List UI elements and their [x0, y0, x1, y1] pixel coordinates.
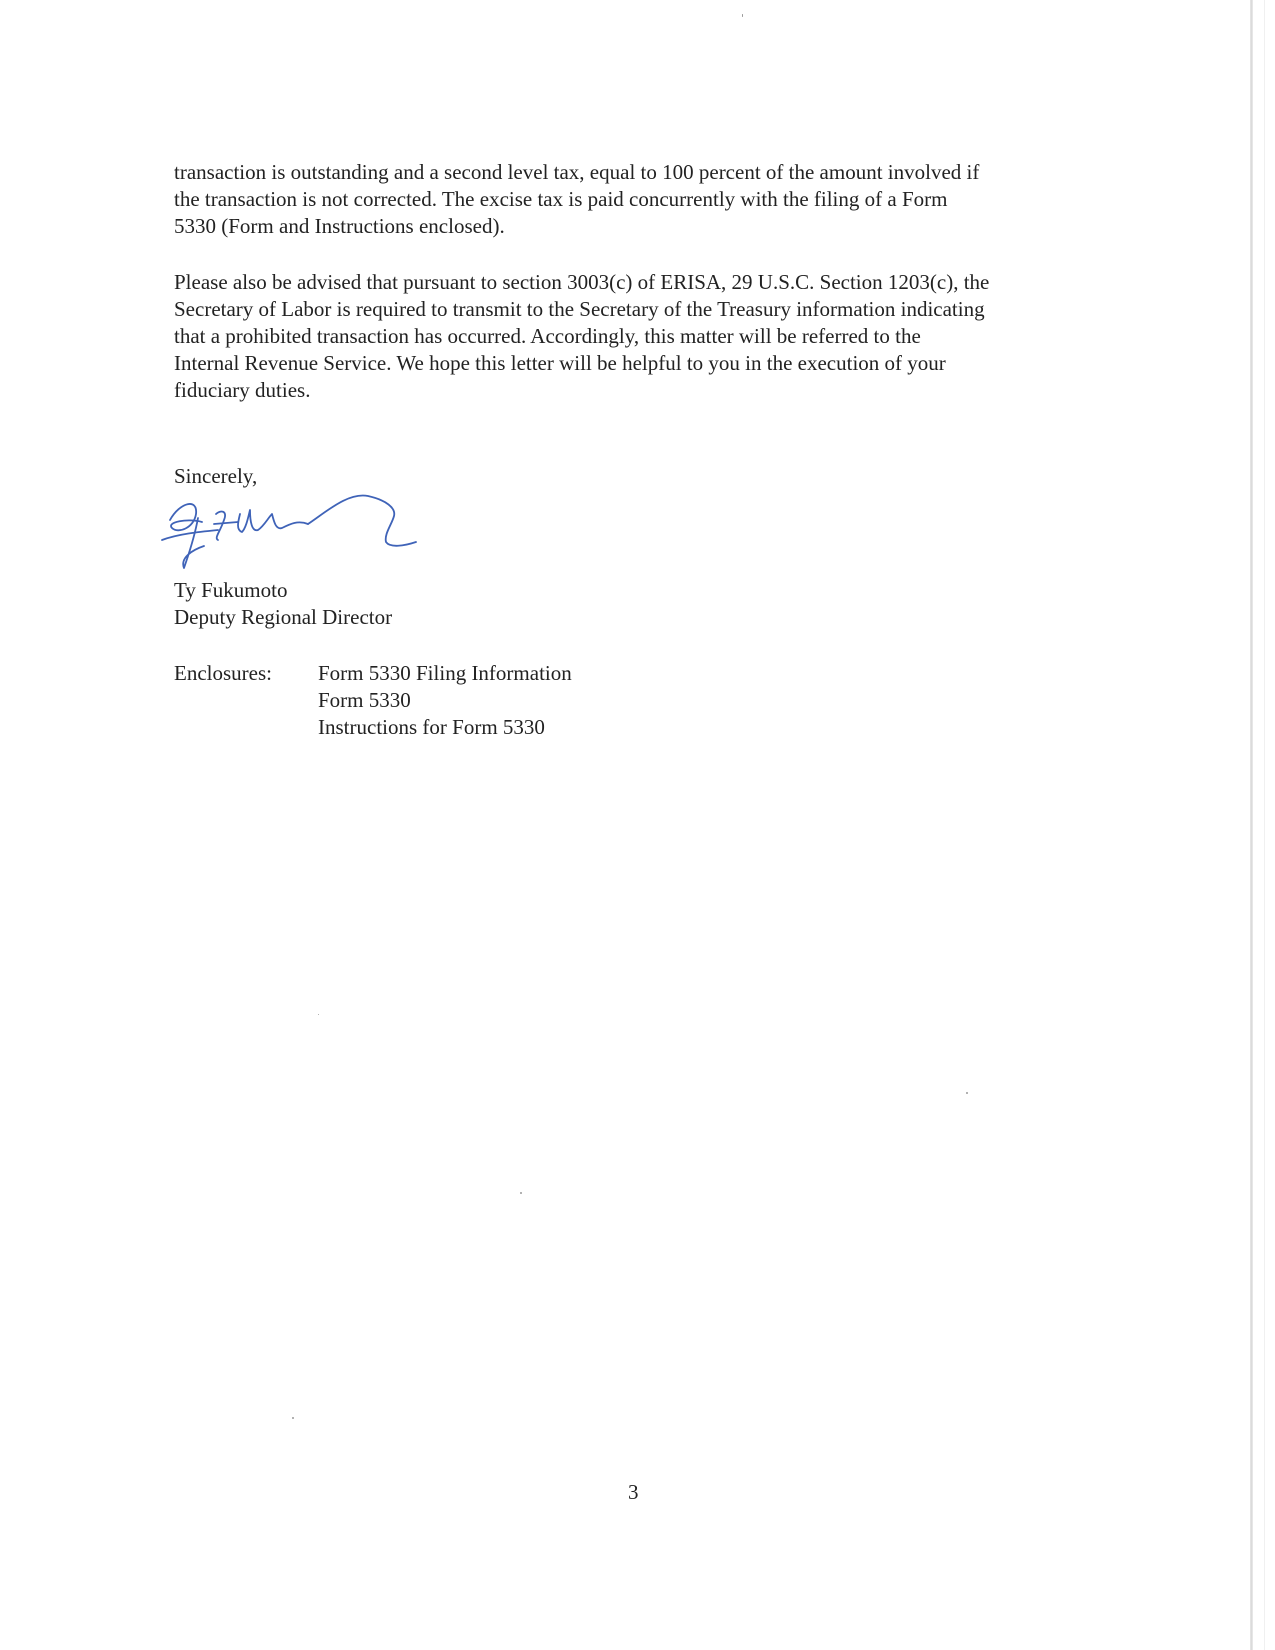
paragraph-line: Internal Revenue Service. We hope this letter will be helpful to you in the execution of your [174, 351, 946, 375]
list-item: Form 5330 Filing Information [318, 661, 572, 685]
paragraph-excise-tax [174, 159, 1104, 240]
paragraph-line: fiduciary duties. [174, 378, 311, 402]
closing-salutation: Sincerely, [174, 464, 258, 488]
paragraph-referral-notice [174, 269, 1104, 404]
scan-edge-line [1264, 0, 1265, 1650]
scan-speck [742, 14, 743, 17]
signer-block [174, 577, 392, 631]
list-item: Instructions for Form 5330 [318, 715, 545, 739]
signer-title: Deputy Regional Director [174, 605, 393, 629]
handwritten-signature [158, 488, 458, 578]
scan-speck [292, 1417, 294, 1419]
enclosures-label: Enclosures: [174, 661, 272, 685]
paragraph-line: the transaction is not corrected. The excise tax is paid concurrently with the filing of a Form [174, 187, 948, 211]
scan-speck [318, 1014, 319, 1015]
enclosures-list [318, 660, 572, 741]
signer-name: Ty Fukumoto [174, 578, 288, 602]
paragraph-line: 5330 (Form and Instructions enclosed). [174, 214, 505, 238]
page-number: 3 [628, 1480, 639, 1504]
scan-speck [520, 1192, 522, 1194]
paragraph-line: that a prohibited transaction has occurred. Accordingly, this matter will be referred to the [174, 324, 921, 348]
scan-edge-shadow [1250, 0, 1253, 1650]
paragraph-line: Secretary of Labor is required to transmit to the Secretary of the Treasury information indicating [174, 297, 985, 321]
scan-speck [966, 1092, 968, 1094]
paragraph-line: Please also be advised that pursuant to section 3003(c) of ERISA, 29 U.S.C. Section 1203(c), the [174, 270, 990, 294]
paragraph-line: transaction is outstanding and a second level tax, equal to 100 percent of the amount involved if [174, 160, 980, 184]
list-item: Form 5330 [318, 688, 411, 712]
